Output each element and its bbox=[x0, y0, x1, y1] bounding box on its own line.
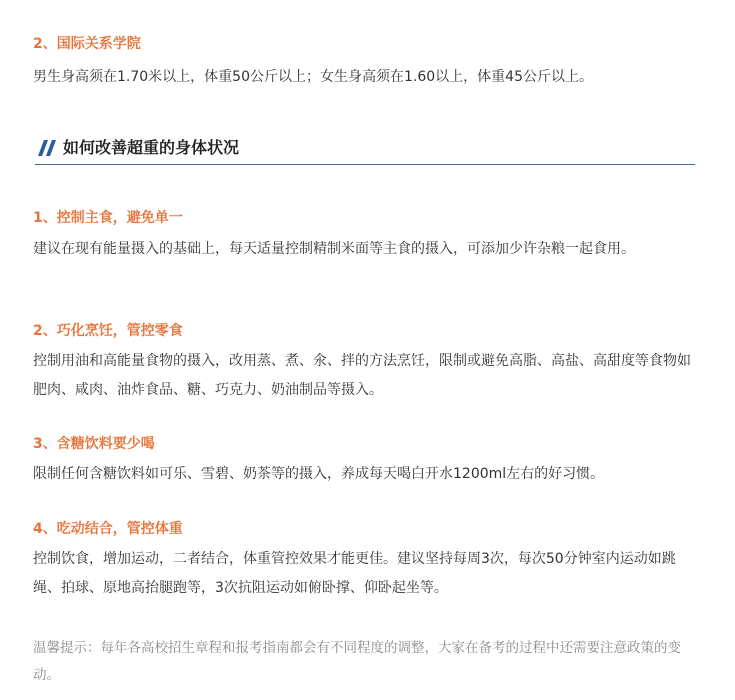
section-title-bar bbox=[35, 134, 695, 165]
tip-note: 温馨提示：每年各高校招生章程和报考指南都会有不同程度的调整，大家在备考的过程中还需要注意政策的变动。 bbox=[33, 640, 681, 683]
section-title: 如何改善超重的身体状况 bbox=[63, 138, 240, 157]
paragraph-international-relations: 男生身高须在1.70米以上，体重50公斤以上；女生身高须在1.60以上，体重45公斤以上。 bbox=[33, 69, 593, 85]
double-slash-icon bbox=[37, 138, 59, 158]
item-heading: 2、巧化烹饪，管控零食 bbox=[33, 323, 183, 339]
item-text: 限制任何含糖饮料如可乐、雪碧、奶茶等的摄入，养成每天喝白开水1200ml左右的好习惯。 bbox=[33, 466, 605, 482]
item-text: 控制用油和高能量食物的摄入，改用蒸、煮、氽、拌的方法烹饪，限制或避免高脂、高盐、高甜度等食物如肥肉、咸肉、油炸食品、糖、巧克力、奶油制品等摄入。 bbox=[33, 353, 691, 398]
item-heading: 1、控制主食，避免单一 bbox=[33, 210, 183, 226]
item-heading: 3、含糖饮料要少喝 bbox=[33, 436, 155, 452]
item-heading: 4、吃动结合，管控体重 bbox=[33, 521, 183, 537]
item-text: 建议在现有能量摄入的基础上，每天适量控制精制米面等主食的摄入，可添加少许杂粮一起食用。 bbox=[33, 241, 635, 257]
subheading-international-relations: 2、国际关系学院 bbox=[33, 36, 141, 52]
item-text: 控制饮食，增加运动，二者结合，体重管控效果才能更佳。建议坚持每周3次，每次50分钟室内运动如跳绳、拍球、原地高抬腿跑等，3次抗阻运动如俯卧撑、仰卧起坐等。 bbox=[33, 551, 676, 596]
